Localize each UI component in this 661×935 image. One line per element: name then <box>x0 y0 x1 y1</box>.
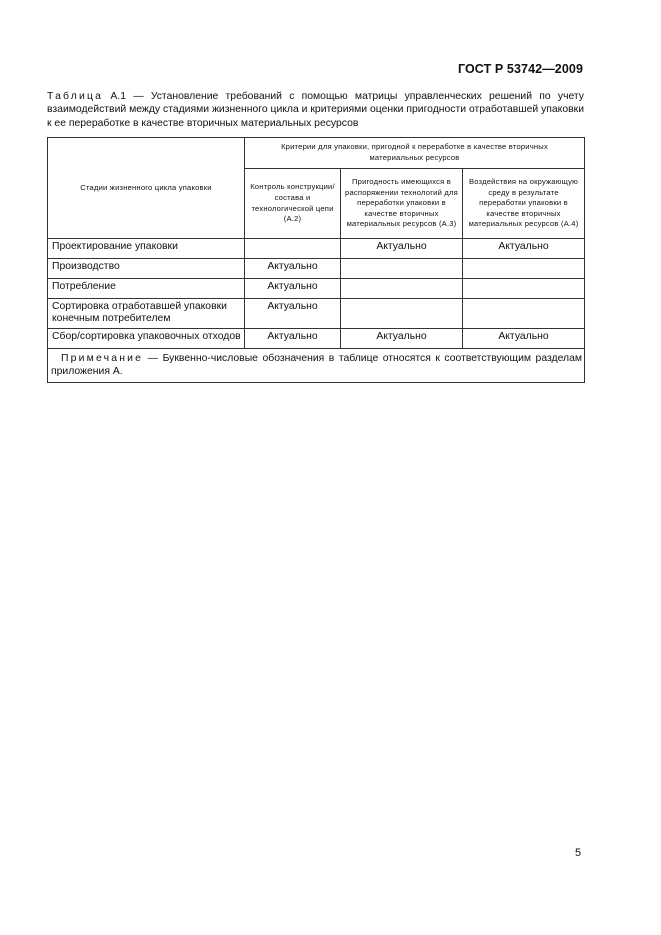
value-cell: Актуально <box>341 239 463 259</box>
value-cell <box>341 299 463 329</box>
stage-cell: Сортировка отработавшей упаковки конечным потребителем <box>48 299 245 329</box>
table-row <box>48 239 585 259</box>
stage-cell: Производство <box>48 259 245 279</box>
stage-cell: Проектирование упаковки <box>48 239 245 259</box>
value-cell: Актуально <box>341 329 463 349</box>
value-cell <box>245 239 341 259</box>
value-cell: Актуально <box>245 259 341 279</box>
value-cell <box>341 279 463 299</box>
table-row <box>48 279 585 299</box>
stage-column-header: Стадии жизненного цикла упаковки <box>48 138 245 239</box>
table-note-row <box>48 349 585 383</box>
note-text: — Буквенно-числовые обозначения в таблице относятся к соответствующим разделам приложения А. <box>51 353 583 377</box>
value-cell: Актуально <box>463 239 585 259</box>
criteria-header-a3: Пригодность имеющихся в распоряжении технологий для переработки упаковки в качестве вторичных материальных ресурсов (А.3) <box>341 169 463 239</box>
decision-matrix-table <box>47 137 585 383</box>
value-cell: Актуально <box>245 299 341 329</box>
value-cell: Актуально <box>245 279 341 299</box>
standard-code: ГОСТ Р 53742—2009 <box>457 62 583 76</box>
table-row <box>48 299 585 329</box>
value-cell: Актуально <box>245 329 341 349</box>
page-number: 5 <box>575 847 582 859</box>
value-cell <box>341 259 463 279</box>
table-row <box>48 329 585 349</box>
caption-number: А.1 <box>110 91 126 102</box>
table-row <box>48 259 585 279</box>
value-cell: Актуально <box>463 329 585 349</box>
stage-cell: Сбор/сортировка упаковочных отходов <box>48 329 245 349</box>
value-cell <box>463 279 585 299</box>
criteria-header-a2: Контроль конструкции/состава и технологической цепи (А.2) <box>245 169 341 239</box>
table-header-row <box>48 138 585 169</box>
caption-text: — Установление требований с помощью матрицы управленческих решений по учету взаимодействий между стадиями жизненного цикла и критериями оценки пригодности отработавшей упаковки к ее переработке в качестве вторичных материальных ресурсов <box>47 91 584 129</box>
criteria-group-header: Критерии для упаковки, пригодной к переработке в качестве вторичных материальных ресурсов <box>245 138 585 169</box>
value-cell <box>463 259 585 279</box>
stage-cell: Потребление <box>48 279 245 299</box>
table-caption <box>47 90 584 130</box>
table-note <box>48 349 585 383</box>
caption-label: Таблица <box>47 91 104 102</box>
note-label: Примечание <box>61 353 144 364</box>
value-cell <box>463 299 585 329</box>
criteria-header-a4: Воздействия на окружающую среду в результате переработки упаковки в качестве вторичных материальных ресурсов (А.4) <box>463 169 585 239</box>
